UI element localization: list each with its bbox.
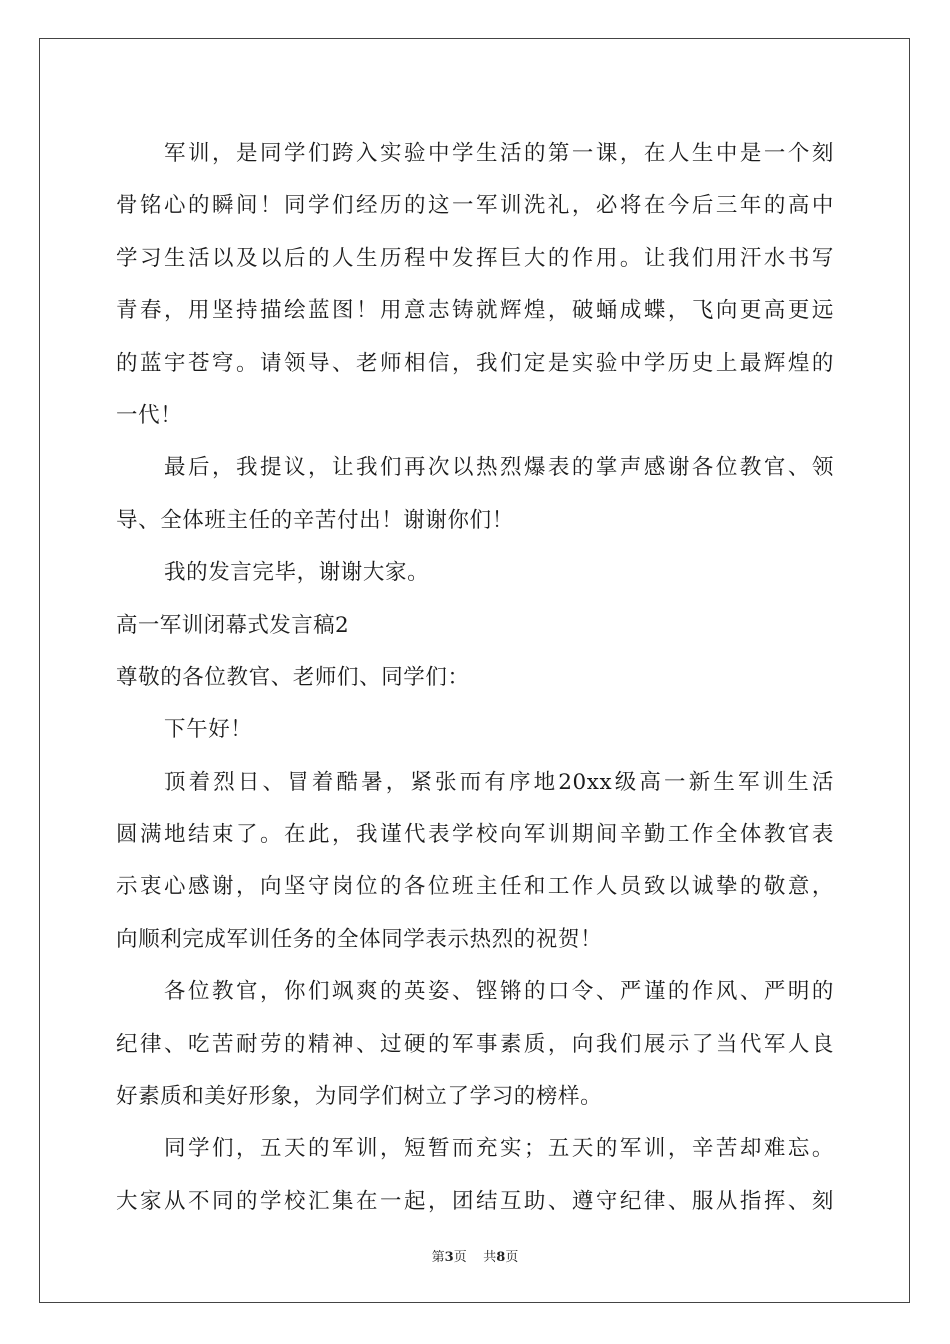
text-line: 同学们，五天的军训，短暂而充实；五天的军训，辛苦却难忘。 (164, 1136, 834, 1162)
text-line: 大家从不同的学校汇集在一起，团结互助、遵守纪律、服从指挥、刻 (116, 1188, 834, 1214)
text-line: 好素质和美好形象，为同学们树立了学习的榜样。 (116, 1084, 603, 1110)
text-line: 学习生活以及以后的人生历程中发挥巨大的作用。让我们用汗水书写 (116, 245, 834, 271)
text-line: 各位教官，你们飒爽的英姿、铿锵的口令、严谨的作风、严明的 (164, 979, 834, 1005)
text-line: 纪律、吃苦耐劳的精神、过硬的军事素质，向我们展示了当代军人良 (116, 1031, 834, 1057)
text-line: 一代！ (116, 402, 183, 428)
paragraph (116, 652, 834, 704)
text-line: 我的发言完毕，谢谢大家。 (164, 560, 430, 586)
page-current: 3 (444, 1250, 454, 1265)
text-line: 尊敬的各位教官、老师们、同学们： (116, 664, 470, 690)
text-line: 青春，用坚持描绘蓝图！用意志铸就辉煌，破蛹成蝶，飞向更高更远 (116, 298, 834, 324)
text-line: 示衷心感谢，向坚守岗位的各位班主任和工作人员致以诚挚的敬意， (116, 874, 834, 900)
paragraph (116, 547, 834, 599)
text-line: 最后，我提议，让我们再次以热烈爆表的掌声感谢各位教官、领 (164, 455, 834, 481)
total-suffix: 页 (505, 1250, 519, 1265)
document-body (116, 128, 834, 1228)
page-total: 8 (496, 1250, 506, 1265)
text-line: 下午好！ (164, 717, 253, 743)
page-footer (0, 1246, 950, 1265)
text-line: 圆满地结束了。在此，我谨代表学校向军训期间辛勤工作全体教官表 (116, 822, 834, 848)
text-line: 的蓝宇苍穹。请领导、老师相信，我们定是实验中学历史上最辉煌的 (116, 350, 834, 376)
page-prefix: 第 (431, 1250, 445, 1265)
text-line: 导、全体班主任的辛苦付出！谢谢你们！ (116, 507, 514, 533)
paragraph (116, 704, 834, 756)
page-suffix: 页 (453, 1250, 467, 1265)
paragraph (116, 442, 834, 547)
text-line: 向顺利完成军训任务的全体同学表示热烈的祝贺！ (116, 926, 603, 952)
text-line: 顶着烈日、冒着酷暑，紧张而有序地20xx级高一新生军训生活 (164, 769, 834, 795)
text-line: 高一军训闭幕式发言稿2 (116, 612, 350, 638)
text-line: 骨铭心的瞬间！同学们经历的这一军训洗礼，必将在今后三年的高中 (116, 193, 834, 219)
text-line: 军训，是同学们跨入实验中学生活的第一课，在人生中是一个刻 (164, 141, 834, 166)
paragraph (116, 757, 834, 967)
paragraph (116, 966, 834, 1123)
paragraph (116, 128, 834, 442)
paragraph (116, 1123, 834, 1228)
total-prefix: 共 (483, 1250, 497, 1265)
section-heading (116, 600, 834, 652)
